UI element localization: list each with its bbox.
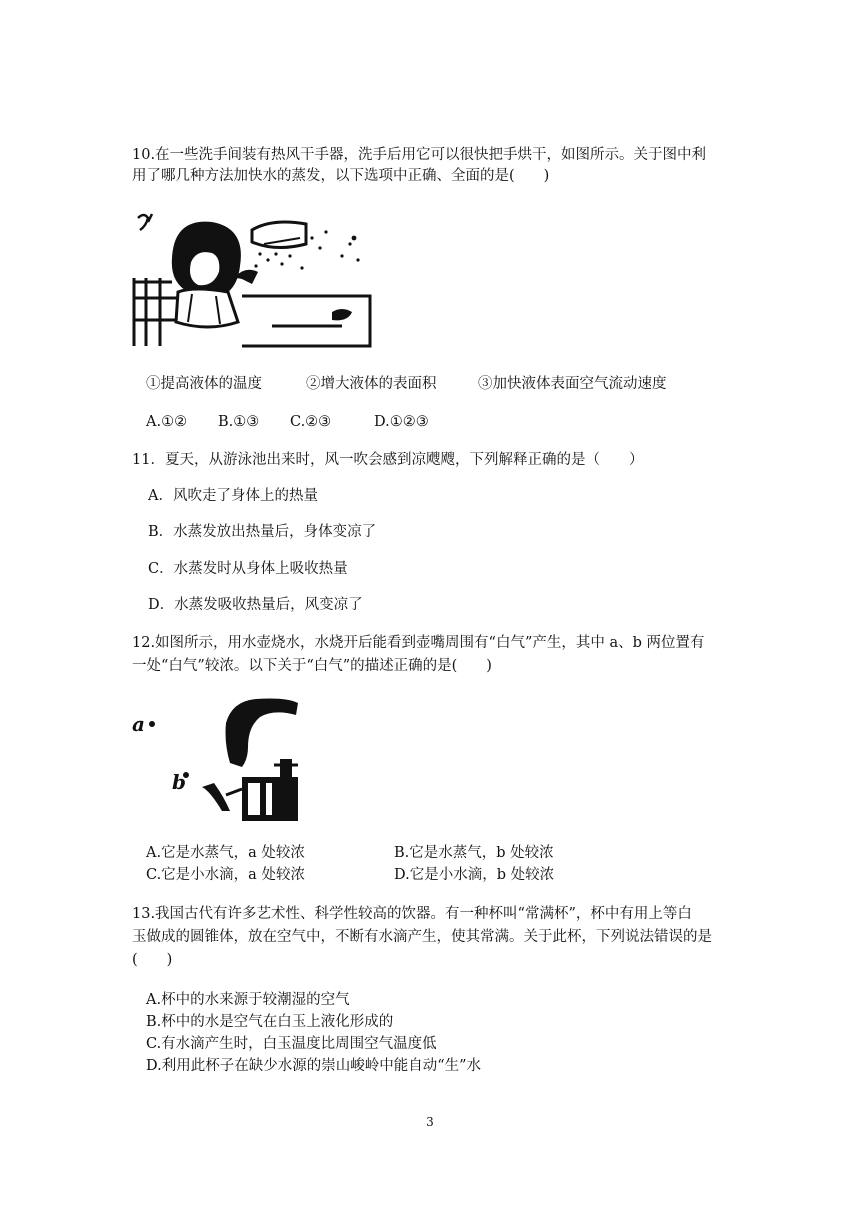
q12-option-d: D.它是小水滴，b 处较浓 [394, 867, 555, 883]
q10-option-a: A.①② [146, 414, 188, 430]
q12-option-c: C.它是小水滴，a 处较浓 [146, 867, 305, 883]
q10-statement-1: ①提高液体的温度 [146, 376, 262, 392]
q13-option-d: D.利用此杯子在缺少水源的崇山峻岭中能自动“生”水 [146, 1058, 482, 1074]
q13-option-a: A.杯中的水来源于较潮湿的空气 [146, 992, 350, 1008]
q13-stem-line1: 13.我国古代有许多艺术性、科学性较高的饮器。有一种杯叫“常满杯”，杯中有用上等白 [132, 906, 692, 922]
q10-option-b: B.①③ [218, 414, 260, 430]
q10-stem-line2: 用了哪几种方法加快水的蒸发，以下选项中正确、全面的是( ) [132, 168, 550, 184]
q10-statement-3: ③加快液体表面空气流动速度 [478, 376, 667, 392]
q12-option-a: A.它是水蒸气，a 处较浓 [146, 845, 305, 861]
q11-option-c: C．水蒸发时从身体上吸收热量 [148, 561, 348, 577]
q13-stem-line2: 玉做成的圆锥体，放在空气中，不断有水滴产生，使其常满。关于此杯，下列说法错误的是 [132, 929, 712, 945]
label-a: a [132, 712, 145, 736]
q10-option-c: C.②③ [290, 414, 332, 430]
q13-option-b: B.杯中的水是空气在白玉上液化形成的 [146, 1014, 394, 1030]
page-number: 3 [426, 1115, 434, 1129]
q13-option-c: C.有水滴产生时，白玉温度比周围空气温度低 [146, 1036, 437, 1052]
kettle-figure [130, 697, 310, 823]
q10-option-d: D.①②③ [374, 414, 429, 430]
hand-dryer-figure [132, 208, 372, 348]
q12-stem-line1: 12.如图所示，用水壶烧水，水烧开后能看到壶嘴周围有“白气”产生，其中 a、b 两位置有 [132, 635, 705, 651]
q10-stem-line1: 10.在一些洗手间装有热风干手器，洗手后用它可以很快把手烘干，如图所示。关于图中利 [132, 147, 707, 163]
q11-option-d: D．水蒸发吸收热量后，风变凉了 [148, 597, 363, 613]
q12-option-b: B.它是水蒸气，b 处较浓 [394, 845, 554, 861]
q11-option-a: A．风吹走了身体上的热量 [148, 488, 318, 504]
q10-statement-2: ②增大液体的表面积 [306, 376, 437, 392]
q12-stem-line2: 一处“白气”较浓。以下关于“白气”的描述正确的是( ) [132, 658, 492, 674]
label-b: b [172, 770, 186, 794]
q11-stem: 11．夏天，从游泳池出来时，风一吹会感到凉飕飕，下列解释正确的是（ ） [132, 452, 644, 468]
q11-option-b: B．水蒸发放出热量后，身体变凉了 [148, 524, 377, 540]
q13-stem-line3: ( ) [132, 952, 173, 968]
